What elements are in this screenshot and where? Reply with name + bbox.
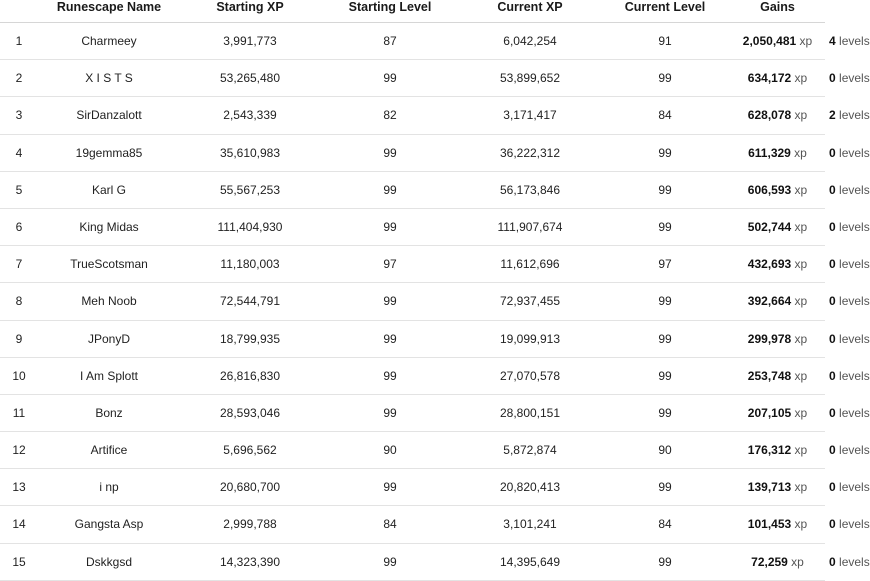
row-gain-xp-value: 392,664 — [747, 294, 792, 309]
row-gain-levels-value: 0 — [829, 294, 836, 309]
row-gain-xp — [730, 171, 825, 208]
table-row[interactable] — [0, 23, 825, 60]
row-current-xp: 20,820,413 — [460, 469, 600, 506]
row-starting-xp: 5,696,562 — [180, 432, 320, 469]
row-gain-xp — [730, 357, 825, 394]
row-gain-xp-unit: xp — [791, 71, 808, 86]
row-current-xp: 11,612,696 — [460, 246, 600, 283]
row-current-level: 99 — [600, 208, 730, 245]
row-current-level: 99 — [600, 320, 730, 357]
table-row[interactable] — [0, 469, 825, 506]
row-current-xp: 3,101,241 — [460, 506, 600, 543]
row-current-level: 90 — [600, 432, 730, 469]
row-current-level: 99 — [600, 60, 730, 97]
row-starting-xp: 72,544,791 — [180, 283, 320, 320]
row-starting-level: 99 — [320, 171, 460, 208]
row-current-level: 97 — [600, 246, 730, 283]
row-starting-xp: 3,991,773 — [180, 23, 320, 60]
table-header-row — [0, 0, 825, 23]
row-current-xp: 72,937,455 — [460, 283, 600, 320]
row-player-name: SirDanzalott — [38, 97, 180, 134]
column-header-name: Runescape Name — [38, 0, 180, 23]
table-row[interactable] — [0, 134, 825, 171]
row-player-name: Bonz — [38, 394, 180, 431]
row-current-level: 99 — [600, 357, 730, 394]
row-player-name: Karl G — [38, 171, 180, 208]
row-gain-levels-unit: levels — [835, 331, 870, 346]
table-body — [0, 23, 870, 581]
row-gain-xp-unit: xp — [791, 219, 808, 234]
row-rank: 2 — [0, 60, 38, 97]
column-header-starting-level: Starting Level — [320, 0, 460, 23]
row-rank: 15 — [0, 543, 38, 580]
row-gain-levels-unit: levels — [835, 34, 870, 48]
row-gain-xp-unit: xp — [787, 554, 804, 569]
row-gain-xp-unit: xp — [791, 517, 808, 532]
row-current-level: 99 — [600, 171, 730, 208]
row-gain-xp-value: 628,078 — [747, 108, 792, 123]
row-current-level: 99 — [600, 469, 730, 506]
row-gain-xp-value: 634,172 — [747, 71, 792, 86]
table-row[interactable] — [0, 320, 825, 357]
row-gain-levels-unit: levels — [835, 294, 870, 309]
row-current-xp: 19,099,913 — [460, 320, 600, 357]
row-current-xp: 6,042,254 — [460, 23, 600, 60]
row-gain-levels-unit: levels — [835, 517, 870, 532]
row-starting-level: 99 — [320, 469, 460, 506]
row-player-name: TrueScotsman — [38, 246, 180, 283]
row-current-level: 99 — [600, 543, 730, 580]
row-gain-levels-unit: levels — [835, 480, 870, 495]
row-gain-levels-value: 0 — [829, 331, 836, 346]
row-starting-xp: 111,404,930 — [180, 208, 320, 245]
row-gain-levels-unit: levels — [835, 182, 870, 197]
row-gain-levels-unit: levels — [835, 108, 870, 123]
row-gain-xp — [730, 134, 825, 171]
row-current-xp: 28,800,151 — [460, 394, 600, 431]
row-gain-xp-unit: xp — [790, 145, 807, 160]
row-gain-levels-value: 2 — [829, 108, 836, 123]
row-gain-xp-unit: xp — [796, 34, 813, 48]
row-starting-level: 99 — [320, 394, 460, 431]
row-gain-levels-unit: levels — [835, 145, 870, 160]
row-player-name: Meh Noob — [38, 283, 180, 320]
row-gain-xp — [730, 506, 825, 543]
row-gain-levels-unit: levels — [835, 554, 870, 569]
row-gain-levels-unit: levels — [835, 219, 870, 234]
row-gain-levels-unit: levels — [835, 443, 870, 458]
row-gain-xp-value: 606,593 — [747, 182, 792, 197]
row-current-xp: 111,907,674 — [460, 208, 600, 245]
row-starting-xp: 55,567,253 — [180, 171, 320, 208]
row-current-level: 84 — [600, 97, 730, 134]
row-starting-level: 82 — [320, 97, 460, 134]
table-row[interactable] — [0, 394, 825, 431]
row-gain-xp — [730, 246, 825, 283]
column-header-gains: Gains — [730, 0, 825, 23]
row-starting-level: 99 — [320, 543, 460, 580]
row-gain-levels-unit: levels — [835, 368, 870, 383]
row-gain-levels-value: 0 — [829, 480, 836, 495]
row-starting-level: 90 — [320, 432, 460, 469]
table-header — [0, 0, 825, 23]
row-rank: 11 — [0, 394, 38, 431]
row-player-name: X I S T S — [38, 60, 180, 97]
row-gain-levels-value: 0 — [829, 517, 836, 532]
row-player-name: JPonyD — [38, 320, 180, 357]
row-current-xp: 27,070,578 — [460, 357, 600, 394]
table-row[interactable] — [0, 357, 825, 394]
row-starting-xp: 26,816,830 — [180, 357, 320, 394]
row-rank: 14 — [0, 506, 38, 543]
row-starting-xp: 18,799,935 — [180, 320, 320, 357]
row-starting-level: 99 — [320, 320, 460, 357]
row-current-level: 91 — [600, 23, 730, 60]
row-current-xp: 53,899,652 — [460, 60, 600, 97]
row-gain-xp-value: 432,693 — [747, 257, 792, 272]
column-header-rank — [0, 0, 38, 23]
row-current-level: 99 — [600, 134, 730, 171]
row-gain-xp-unit: xp — [791, 405, 808, 420]
row-player-name: King Midas — [38, 208, 180, 245]
row-starting-xp: 20,680,700 — [180, 469, 320, 506]
row-gain-xp-unit: xp — [791, 294, 808, 309]
row-current-xp: 14,395,649 — [460, 543, 600, 580]
row-gain-levels-value: 4 — [829, 34, 836, 48]
row-gain-levels-value: 0 — [829, 182, 836, 197]
row-gain-xp — [730, 60, 825, 97]
row-player-name: Gangsta Asp — [38, 506, 180, 543]
row-gain-xp — [730, 23, 825, 60]
row-rank: 8 — [0, 283, 38, 320]
row-gain-xp — [730, 394, 825, 431]
row-gain-xp-value: 502,744 — [747, 219, 792, 234]
row-starting-level: 99 — [320, 208, 460, 245]
row-player-name: Dskkgsd — [38, 543, 180, 580]
table-row[interactable] — [0, 432, 825, 469]
row-current-xp: 3,171,417 — [460, 97, 600, 134]
row-gain-levels-unit: levels — [835, 405, 870, 420]
row-starting-level: 99 — [320, 134, 460, 171]
row-gain-xp-value: 611,329 — [748, 145, 791, 160]
row-current-xp: 56,173,846 — [460, 171, 600, 208]
row-gain-xp-unit: xp — [791, 182, 808, 197]
row-starting-level: 99 — [320, 60, 460, 97]
row-gain-levels-value: 0 — [829, 405, 836, 420]
row-gain-xp-value: 101,453 — [747, 517, 792, 532]
table-row[interactable] — [0, 97, 825, 134]
row-gain-xp-value: 72,259 — [751, 554, 788, 569]
row-current-xp: 36,222,312 — [460, 134, 600, 171]
row-rank: 5 — [0, 171, 38, 208]
row-gain-levels-value: 0 — [829, 257, 836, 272]
row-rank: 12 — [0, 432, 38, 469]
row-starting-level: 99 — [320, 357, 460, 394]
row-gain-xp-unit: xp — [791, 443, 808, 458]
row-gain-xp — [730, 469, 825, 506]
row-starting-xp: 2,543,339 — [180, 97, 320, 134]
row-gain-xp-unit: xp — [791, 368, 808, 383]
row-gain-levels-value: 0 — [829, 554, 836, 569]
row-current-level: 99 — [600, 394, 730, 431]
row-gain-xp — [730, 208, 825, 245]
row-starting-xp: 35,610,983 — [180, 134, 320, 171]
table-row[interactable] — [0, 283, 825, 320]
row-rank: 9 — [0, 320, 38, 357]
row-starting-level: 87 — [320, 23, 460, 60]
row-gain-levels-unit: levels — [835, 71, 870, 86]
row-gain-xp-value: 207,105 — [747, 405, 792, 420]
row-gain-xp-unit: xp — [791, 257, 808, 272]
row-gain-levels-value: 0 — [829, 71, 836, 86]
row-player-name: 19gemma85 — [38, 134, 180, 171]
row-starting-level: 84 — [320, 506, 460, 543]
row-player-name: i np — [38, 469, 180, 506]
row-gain-xp — [730, 320, 825, 357]
row-rank: 13 — [0, 469, 38, 506]
column-header-starting-xp: Starting XP — [180, 0, 320, 23]
row-starting-xp: 53,265,480 — [180, 60, 320, 97]
row-gain-xp-value: 299,978 — [747, 331, 792, 346]
row-gain-xp — [730, 543, 825, 580]
column-header-current-level: Current Level — [600, 0, 730, 23]
row-current-xp: 5,872,874 — [460, 432, 600, 469]
row-rank: 1 — [0, 23, 38, 60]
row-starting-level: 99 — [320, 283, 460, 320]
row-gain-xp — [730, 283, 825, 320]
row-player-name: Artifice — [38, 432, 180, 469]
row-gain-xp — [730, 97, 825, 134]
row-gain-xp — [730, 432, 825, 469]
row-starting-xp: 11,180,003 — [180, 246, 320, 283]
row-player-name: I Am Splott — [38, 357, 180, 394]
row-gain-levels-unit: levels — [835, 257, 870, 272]
row-rank: 3 — [0, 97, 38, 134]
row-gain-levels-value: 0 — [829, 443, 836, 458]
row-gain-levels-value: 0 — [829, 219, 836, 234]
table-row[interactable] — [0, 208, 825, 245]
row-gain-xp-value: 139,713 — [747, 480, 792, 495]
row-starting-xp: 28,593,046 — [180, 394, 320, 431]
row-current-level: 84 — [600, 506, 730, 543]
row-rank: 10 — [0, 357, 38, 394]
row-gain-xp-unit: xp — [791, 108, 808, 123]
row-gain-xp-value: 176,312 — [747, 443, 792, 458]
row-rank: 6 — [0, 208, 38, 245]
row-gain-xp-unit: xp — [791, 480, 808, 495]
row-starting-level: 97 — [320, 246, 460, 283]
row-starting-xp: 14,323,390 — [180, 543, 320, 580]
row-rank: 4 — [0, 134, 38, 171]
row-player-name: Charmeey — [38, 23, 180, 60]
table-row[interactable] — [0, 60, 825, 97]
column-header-current-xp: Current XP — [460, 0, 600, 23]
row-gain-xp-value: 2,050,481 — [742, 34, 797, 48]
table-row[interactable] — [0, 171, 825, 208]
table-row[interactable] — [0, 543, 825, 580]
row-gain-levels-value: 0 — [829, 368, 836, 383]
row-gain-xp-unit: xp — [791, 331, 808, 346]
row-gain-xp-value: 253,748 — [747, 368, 792, 383]
table-row[interactable] — [0, 506, 825, 543]
row-gain-levels-value: 0 — [829, 145, 836, 160]
table-row[interactable] — [0, 246, 825, 283]
row-rank: 7 — [0, 246, 38, 283]
row-starting-xp: 2,999,788 — [180, 506, 320, 543]
row-current-level: 99 — [600, 283, 730, 320]
